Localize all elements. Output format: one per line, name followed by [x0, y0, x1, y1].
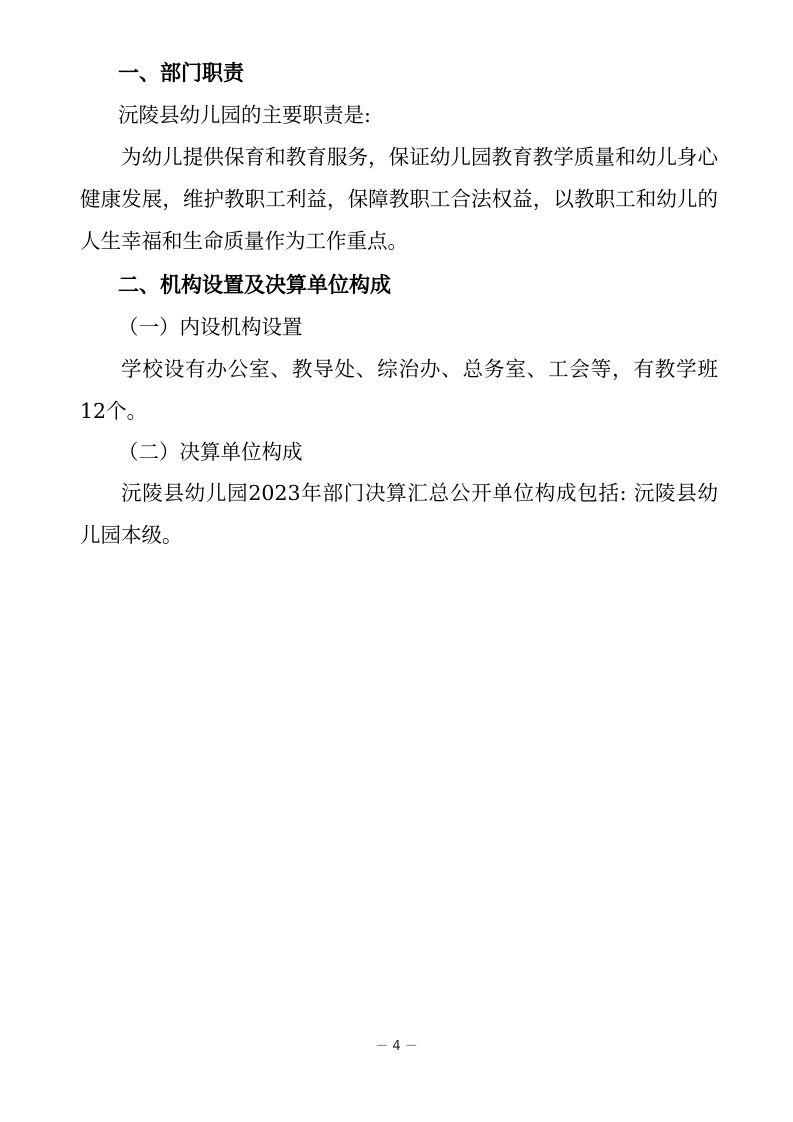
section-1-heading: 一、部门职责 — [118, 61, 244, 85]
section-1-body: 为幼儿提供保育和教育服务，保证幼儿园教育教学质量和幼儿身心健康发展，维护教职工利益，保障教职工合法权益，以教职工和幼儿的人生幸福和生命质量作为工作重点。 — [80, 145, 718, 253]
subsection-1-title: （一）内设机构设置 — [118, 315, 303, 339]
subsection-1-body: 学校设有办公室、教导处、综治办、总务室、工会等，有教学班12个。 — [80, 357, 718, 423]
section-2-heading: 二、机构设置及决算单位构成 — [118, 273, 391, 297]
section-1-intro: 沅陵县幼儿园的主要职责是: — [118, 103, 371, 127]
page-number: － 4 － — [375, 1039, 418, 1054]
subsection-2-body: 沅陵县幼儿园2023年部门决算汇总公开单位构成包括: 沅陵县幼儿园本级。 — [80, 481, 718, 547]
subsection-2-title: （二）决算单位构成 — [118, 440, 303, 464]
